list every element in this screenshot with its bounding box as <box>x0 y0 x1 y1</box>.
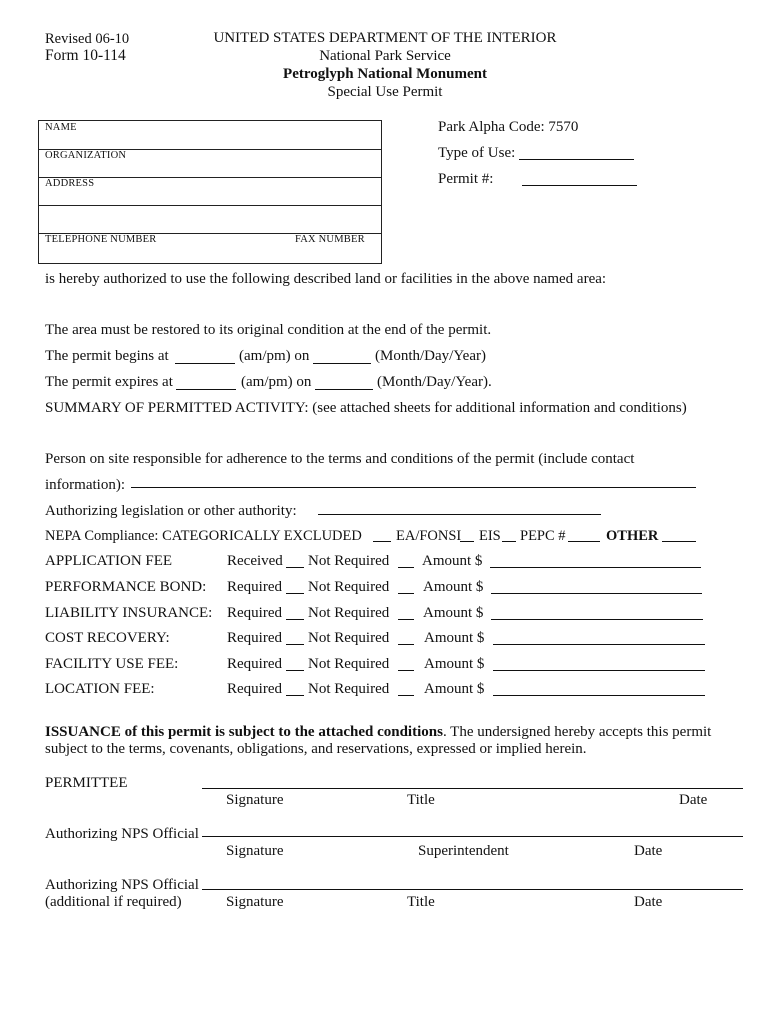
nps-official-date-caption: Date <box>634 843 663 859</box>
fee-option1: Required <box>227 579 282 595</box>
fee-label: COST RECOVERY: <box>45 630 170 646</box>
fee-amount-label: Amount $ <box>424 681 485 697</box>
monument-title: Petroglyph National Monument <box>283 66 487 82</box>
begins-suffix: (Month/Day/Year) <box>375 348 486 364</box>
authorizing-legislation-line[interactable] <box>318 514 601 515</box>
summary-heading: SUMMARY OF PERMITTED ACTIVITY: (see attached sheets for additional information and conditions) <box>45 400 687 416</box>
permittee-signature-caption: Signature <box>226 792 284 808</box>
additional-official-label: Authorizing NPS Official <box>45 877 199 893</box>
fee-option1: Required <box>227 630 282 646</box>
nepa-eafonsi-line[interactable] <box>460 541 474 542</box>
type-of-use-label: Type of Use: <box>438 145 516 161</box>
nepa-eafonsi: EA/FONSI <box>396 528 462 544</box>
permittee-signature-line[interactable] <box>202 788 743 789</box>
nps-official-signature-caption: Signature <box>226 843 284 859</box>
additional-signature-caption: Signature <box>226 894 284 910</box>
expires-prefix: The permit expires at <box>45 374 173 390</box>
park-alpha-code: Park Alpha Code: 7570 <box>438 119 579 135</box>
superintendent-caption: Superintendent <box>418 843 509 859</box>
expires-mid: (am/pm) on <box>241 374 312 390</box>
fee-amount-line[interactable] <box>491 619 703 620</box>
nepa-pepc-line[interactable] <box>568 541 600 542</box>
fee-amount-label: Amount $ <box>424 656 485 672</box>
person-on-site-line2: information): <box>45 477 125 493</box>
expires-suffix: (Month/Day/Year). <box>377 374 492 390</box>
fee-amount-line[interactable] <box>493 695 705 696</box>
fee-option1-line[interactable] <box>286 670 304 671</box>
organization-field-label: ORGANIZATION <box>45 150 127 161</box>
begins-mid: (am/pm) on <box>239 348 310 364</box>
name-field-label: NAME <box>45 122 77 133</box>
issuance-bold: ISSUANCE of this permit is subject to the attached conditions <box>45 724 443 740</box>
nps-official-label: Authorizing NPS Official <box>45 826 199 842</box>
fee-amount-line[interactable] <box>493 670 705 671</box>
telephone-field-label: TELEPHONE NUMBER <box>45 234 157 245</box>
permit-number-line[interactable] <box>522 185 637 186</box>
fee-label: LOCATION FEE: <box>45 681 155 697</box>
type-of-use-line[interactable] <box>519 159 634 160</box>
authorized-statement: is hereby authorized to use the following described land or facilities in the above named area: <box>45 271 607 287</box>
address-field-label: ADDRESS <box>45 178 95 189</box>
form-number: Form 10-114 <box>45 47 126 64</box>
fee-amount-label: Amount $ <box>424 630 485 646</box>
service-title: National Park Service <box>319 48 451 64</box>
nepa-eis: EIS <box>479 528 501 544</box>
fee-option2-line[interactable] <box>398 619 414 620</box>
fee-option1: Required <box>227 656 282 672</box>
permit-type-title: Special Use Permit <box>327 84 443 100</box>
fee-amount-line[interactable] <box>491 593 702 594</box>
fee-option2-line[interactable] <box>398 695 414 696</box>
additional-title-caption: Title <box>407 894 435 910</box>
fee-option2: Not Required <box>308 579 390 595</box>
issuance-line2: subject to the terms, covenants, obligations, and reservations, expressed or implied herein. <box>45 741 587 757</box>
permittee-date-caption: Date <box>679 792 708 808</box>
fee-amount-label: Amount $ <box>423 605 484 621</box>
fee-option1-line[interactable] <box>286 644 304 645</box>
person-on-site-line[interactable] <box>131 487 696 488</box>
fee-option2-line[interactable] <box>398 644 414 645</box>
additional-date-caption: Date <box>634 894 663 910</box>
department-title: UNITED STATES DEPARTMENT OF THE INTERIOR <box>213 30 557 46</box>
restore-statement: The area must be restored to its original condition at the end of the permit. <box>45 322 492 338</box>
issuance-line1 <box>45 724 711 741</box>
permit-number-label: Permit #: <box>438 171 494 187</box>
authorizing-legislation-label: Authorizing legislation or other authority: <box>45 503 297 519</box>
fee-option2: Not Required <box>308 656 390 672</box>
issuance-rest: . The undersigned hereby accepts this permit <box>442 724 712 740</box>
permittee-title-caption: Title <box>407 792 435 808</box>
begins-date-line[interactable] <box>313 363 371 364</box>
nepa-eis-line[interactable] <box>502 541 516 542</box>
fee-amount-line[interactable] <box>493 644 705 645</box>
nepa-other-line[interactable] <box>662 541 696 542</box>
fee-option2: Not Required <box>308 681 390 697</box>
fee-amount-label: Amount $ <box>423 579 484 595</box>
expires-date-line[interactable] <box>315 389 373 390</box>
begins-prefix: The permit begins at <box>45 348 169 364</box>
nps-official-signature-line[interactable] <box>202 836 743 837</box>
begins-time-line[interactable] <box>175 363 235 364</box>
fee-option2: Not Required <box>308 553 390 569</box>
fee-option1-line[interactable] <box>286 567 304 568</box>
fee-option1: Required <box>227 681 282 697</box>
fee-label: FACILITY USE FEE: <box>45 656 179 672</box>
additional-if-required: (additional if required) <box>45 894 182 910</box>
fee-amount-label: Amount $ <box>422 553 483 569</box>
fee-option1-line[interactable] <box>286 593 304 594</box>
fee-option2: Not Required <box>308 605 390 621</box>
fee-label: LIABILITY INSURANCE: <box>45 605 213 621</box>
fee-option2-line[interactable] <box>398 567 414 568</box>
applicant-info-box <box>38 120 382 264</box>
fee-option1: Required <box>227 605 282 621</box>
nepa-ce-line[interactable] <box>373 541 391 542</box>
fee-label: PERFORMANCE BOND: <box>45 579 207 595</box>
nepa-prefix: NEPA Compliance: CATEGORICALLY EXCLUDED <box>45 528 362 544</box>
fee-option2-line[interactable] <box>398 593 414 594</box>
fee-option1: Received <box>227 553 283 569</box>
permittee-label: PERMITTEE <box>45 775 128 791</box>
nepa-other: OTHER <box>606 528 659 544</box>
fee-option1-line[interactable] <box>286 619 304 620</box>
nepa-pepc: PEPC # <box>520 528 566 544</box>
fee-amount-line[interactable] <box>490 567 701 568</box>
fee-option2-line[interactable] <box>398 670 414 671</box>
additional-official-signature-line[interactable] <box>202 889 743 890</box>
fee-label: APPLICATION FEE <box>45 553 173 569</box>
fax-field-label: FAX NUMBER <box>295 234 365 245</box>
person-on-site-line1: Person on site responsible for adherence to the terms and conditions of the permit (include contact <box>45 451 635 467</box>
expires-time-line[interactable] <box>176 389 236 390</box>
fee-option2: Not Required <box>308 630 390 646</box>
fee-option1-line[interactable] <box>286 695 304 696</box>
revision-label: Revised 06-10 <box>45 31 130 47</box>
